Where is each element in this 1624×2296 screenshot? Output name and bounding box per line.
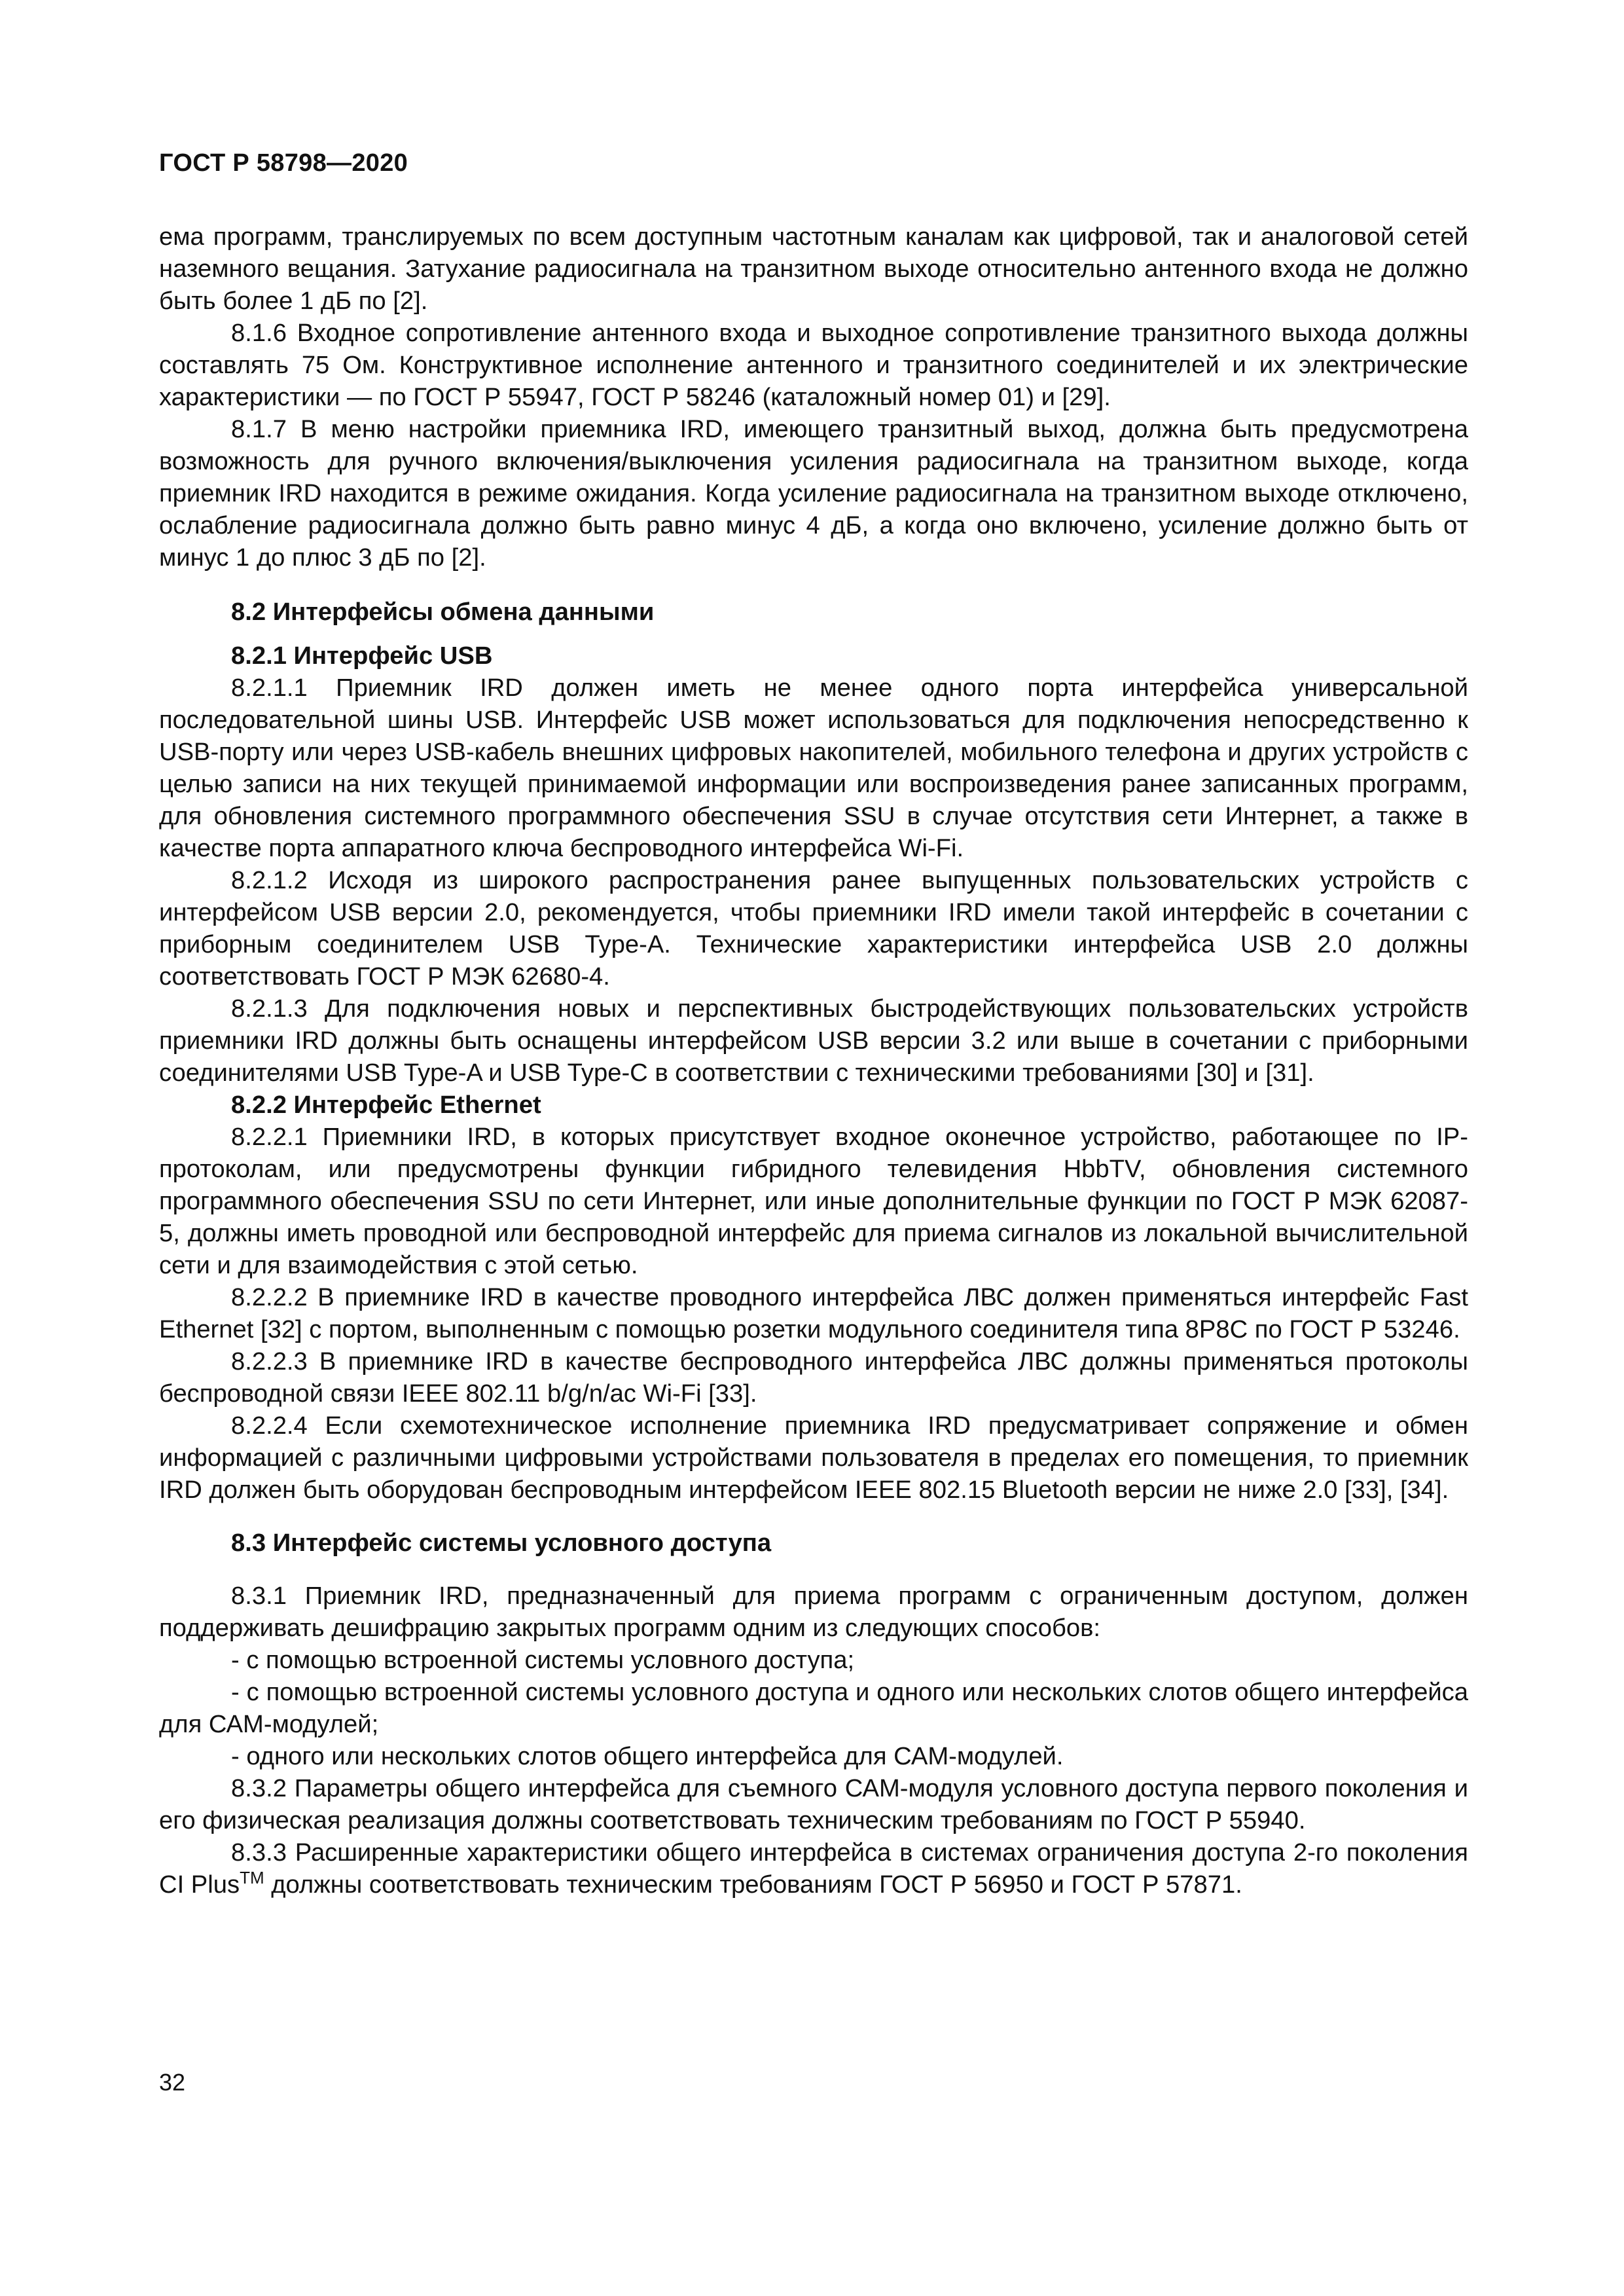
paragraph-8-3-3-text-start: 8.3.3 Расширенные характеристики общего интерфейса в системах ограничения доступа 2-го поколения CI Plus xyxy=(159,1838,1468,1899)
section-heading-8-2: 8.2 Интерфейсы обмена данными xyxy=(231,598,655,626)
paragraph-8-3-1: 8.3.1 Приемник IRD, предназначенный для приема программ с ограниченным доступом, должен поддерживать дешифрацию закрытых программ одним из следующих способов: xyxy=(159,1582,1468,1642)
subsection-heading-8-2-1: 8.2.1 Интерфейс USB xyxy=(231,642,493,670)
list-item: - одного или нескольких слотов общего интерфейса для САМ-модулей. xyxy=(231,1742,1064,1770)
page-number: 32 xyxy=(159,2069,186,2096)
list-item: - с помощью встроенной системы условного доступа; xyxy=(231,1646,855,1674)
paragraph-8-2-2-1: 8.2.2.1 Приемники IRD, в которых присутствует входное оконечное устройство, работающее по IP-протоколам, или предусмотрены функции гибридного телевидения HbbTV, обновления системного программного обеспечения SSU по сети Интернет, или иные дополнительные функции по ГОСТ Р МЭК 62087-5, должны иметь проводной или беспроводной интерфейс для приема сигналов из локальной вычислительной сети и для взаимодействия с этой сетью. xyxy=(159,1123,1468,1279)
paragraph-8-2-2-4: 8.2.2.4 Если схемотехническое исполнение приемника IRD предусматривает сопряжение и обмен информацией с различными цифровыми устройствами пользователя в пределах его помещения, то приемник IRD должен быть оборудован беспроводным интерфейсом IEEE 802.15 Bluetooth версии не ниже 2.0 [33], [34]. xyxy=(159,1412,1468,1504)
subsection-heading-8-2-2: 8.2.2 Интерфейс Ethernet xyxy=(231,1091,541,1119)
standard-code-header: ГОСТ Р 58798—2020 xyxy=(159,149,408,177)
paragraph-8-2-2-3: 8.2.2.3 В приемнике IRD в качестве беспроводного интерфейса ЛВС должны применяться протоколы беспроводной связи IEEE 802.11 b/g/n/ac Wi-Fi [33]. xyxy=(159,1347,1468,1408)
trademark-superscript: TM xyxy=(240,1868,264,1887)
paragraph-8-2-1-2: 8.2.1.2 Исходя из широкого распространения ранее выпущенных пользовательских устройств с интерфейсом USB версии 2.0, рекомендуется, чтобы приемники IRD имели такой интерфейс в сочетании с приборным соединителем USB Type-A. Технические характеристики интерфейса USB 2.0 должны соответствовать ГОСТ Р МЭК 62680-4. xyxy=(159,866,1468,991)
paragraph-8-2-1-3: 8.2.1.3 Для подключения новых и перспективных быстродействующих пользовательских устройств приемники IRD должны быть оснащены интерфейсом USB версии 3.2 или выше в сочетании с приборными соединителями USB Type-A и USB Type-C в соответствии с техническими требованиями [30] и [31]. xyxy=(159,994,1468,1087)
list-item: - с помощью встроенной системы условного доступа и одного или нескольких слотов общего интерфейса для САМ-модулей; xyxy=(159,1678,1468,1738)
paragraph-8-3-2: 8.3.2 Параметры общего интерфейса для съемного САМ-модуля условного доступа первого поколения и его физическая реализация должны соответствовать техническим требованиям по ГОСТ Р 55940. xyxy=(159,1774,1468,1834)
paragraph-8-1-6: 8.1.6 Входное сопротивление антенного входа и выходное сопротивление транзитного выхода должны составлять 75 Ом. Конструктивное исполнение антенного и транзитного соединителей и их электрические характеристики — по ГОСТ Р 55947, ГОСТ Р 58246 (каталожный номер 01) и [29]. xyxy=(159,319,1468,411)
paragraph-8-1-7: 8.1.7 В меню настройки приемника IRD, имеющего транзитный выход, должна быть предусмотрена возможность для ручного включения/выключения усиления радиосигнала на транзитном выходе, когда приемник IRD находится в режиме ожидания. Когда усиление радиосигнала на транзитном выходе отключено, ослабление радиосигнала должно быть равно минус 4 дБ, а когда оно включено, усиление должно быть от минус 1 до плюс 3 дБ по [2]. xyxy=(159,415,1468,572)
paragraph-8-2-1-1: 8.2.1.1 Приемник IRD должен иметь не менее одного порта интерфейса универсальной последовательной шины USB. Интерфейс USB может использоваться для подключения непосредственно к USB-порту или через USB-кабель внешних цифровых накопителей, мобильного телефона и других устройств с целью записи на них текущей принимаемой информации или воспроизведения ранее записанных программ, для обновления системного программного обеспечения SSU в случае отсутствия сети Интернет, а также в качестве порта аппаратного ключа беспроводного интерфейса Wi-Fi. xyxy=(159,674,1468,862)
paragraph-continuation: ема программ, транслируемых по всем доступным частотным каналам как цифровой, так и аналоговой сетей наземного вещания. Затухание радиосигнала на транзитном выходе относительно антенного входа не должно быть более 1 дБ по [2]. xyxy=(159,223,1468,315)
paragraph-8-2-2-2: 8.2.2.2 В приемнике IRD в качестве проводного интерфейса ЛВС должен применяться интерфейс Fast Ethernet [32] с портом, выполненным с помощью розетки модульного соединителя типа 8Р8С по ГОСТ Р 53246. xyxy=(159,1283,1468,1343)
paragraph-8-3-3 xyxy=(159,1836,1468,1901)
document-body xyxy=(159,221,1468,1901)
section-heading-8-3: 8.3 Интерфейс системы условного доступа xyxy=(231,1529,772,1557)
paragraph-8-3-3-text-end: должны соответствовать техническим требованиям ГОСТ Р 56950 и ГОСТ Р 57871. xyxy=(264,1870,1242,1899)
